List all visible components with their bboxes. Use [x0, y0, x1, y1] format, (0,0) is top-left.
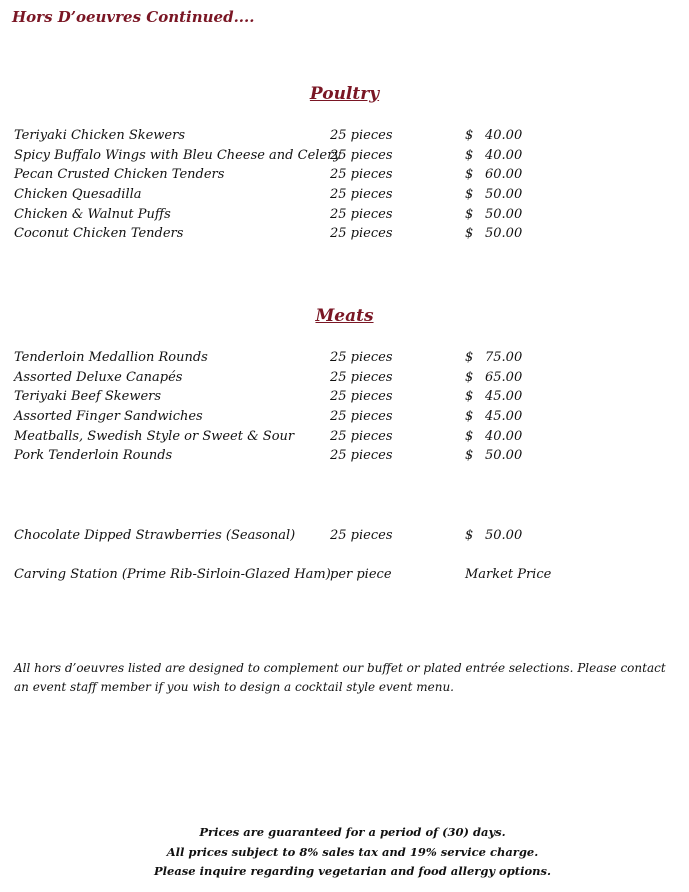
- menu-row: [14, 407, 674, 427]
- item-quantity: 25 pieces: [330, 428, 393, 444]
- item-quantity: 25 pieces: [330, 206, 393, 222]
- menu-row: [14, 165, 674, 185]
- price-value: 50.00: [485, 206, 523, 222]
- item-name: Assorted Finger Sandwiches: [14, 409, 203, 425]
- currency-symbol: $: [465, 448, 474, 464]
- item-name: Carving Station (Prime Rib-Sirloin-Glazed Ham): [14, 567, 331, 582]
- item-quantity: 25 pieces: [330, 369, 393, 385]
- currency-symbol: $: [465, 187, 474, 203]
- section-title-meats: Meats: [315, 306, 374, 326]
- currency-symbol: $: [465, 428, 474, 444]
- item-price: [465, 146, 522, 166]
- item-price: [465, 407, 522, 427]
- item-name: Chocolate Dipped Strawberries (Seasonal): [14, 528, 296, 543]
- menu-row: [14, 126, 674, 146]
- poultry-list: [14, 126, 674, 244]
- menu-row: [14, 348, 674, 368]
- price-value: 60.00: [485, 167, 523, 183]
- item-quantity: 25 pieces: [330, 528, 393, 543]
- menu-row: [14, 146, 674, 166]
- menu-row: [14, 205, 674, 225]
- item-price: [465, 427, 522, 447]
- price-value: 50.00: [485, 226, 523, 242]
- price-value: 75.00: [485, 350, 523, 365]
- item-quantity: 25 pieces: [330, 128, 393, 143]
- currency-symbol: $: [465, 147, 474, 163]
- price-value: 50.00: [485, 448, 523, 464]
- page-header: Hors D’oeuvres Continued....: [12, 8, 255, 26]
- item-name: Meatballs, Swedish Style or Sweet & Sour: [14, 428, 295, 444]
- menu-row: [14, 565, 674, 585]
- footer: [0, 823, 689, 882]
- footer-line: Please inquire regarding vegetarian and food allergy options.: [154, 864, 551, 878]
- item-price: [465, 446, 522, 466]
- item-price: [465, 526, 522, 546]
- menu-note: All hors d’oeuvres listed are designed to complement our buffet or plated entrée selections. Please contact an event staff member if you wish to design a cocktail style event menu.: [14, 661, 666, 694]
- menu-row: [14, 526, 674, 546]
- item-quantity: 25 pieces: [330, 226, 393, 242]
- currency-symbol: $: [465, 389, 474, 405]
- currency-symbol: $: [465, 350, 474, 365]
- menu-row: [14, 224, 674, 244]
- menu-row: [14, 368, 674, 388]
- item-price: [465, 348, 522, 368]
- footer-line: All prices subject to 8% sales tax and 19% service charge.: [166, 844, 539, 859]
- price-value: 45.00: [485, 389, 523, 405]
- price-value: 65.00: [485, 369, 523, 385]
- currency-symbol: $: [465, 409, 474, 425]
- item-name: Assorted Deluxe Canapés: [14, 369, 183, 385]
- price-value: Market Price: [465, 567, 552, 582]
- item-name: Teriyaki Beef Skewers: [14, 389, 162, 405]
- price-value: 45.00: [485, 409, 523, 425]
- item-price: [465, 387, 522, 407]
- item-price: [465, 185, 522, 205]
- currency-symbol: $: [465, 369, 474, 385]
- price-value: 40.00: [485, 147, 523, 163]
- price-value: 50.00: [485, 187, 523, 203]
- menu-row: [14, 387, 674, 407]
- menu-row: [14, 185, 674, 205]
- currency-symbol: $: [465, 206, 474, 222]
- item-name: Chicken Quesadilla: [14, 187, 142, 203]
- item-price: [465, 126, 522, 146]
- item-quantity: 25 pieces: [330, 147, 393, 163]
- item-price: [465, 224, 522, 244]
- item-name: Teriyaki Chicken Skewers: [14, 128, 186, 143]
- extras-list: [14, 526, 674, 546]
- item-name: Chicken & Walnut Puffs: [14, 206, 171, 222]
- menu-row: [14, 446, 674, 466]
- item-quantity: 25 pieces: [330, 448, 393, 464]
- item-quantity: 25 pieces: [330, 389, 393, 405]
- item-name: Pecan Crusted Chicken Tenders: [14, 167, 225, 183]
- item-quantity: 25 pieces: [330, 187, 393, 203]
- item-price: [465, 165, 522, 185]
- item-quantity: per piece: [330, 567, 392, 582]
- currency-symbol: $: [465, 167, 474, 183]
- carving-station-row-wrap: [14, 565, 674, 585]
- item-name: Coconut Chicken Tenders: [14, 226, 184, 242]
- item-name: Tenderloin Medallion Rounds: [14, 350, 208, 365]
- item-price: [465, 565, 551, 585]
- item-quantity: 25 pieces: [330, 350, 393, 365]
- item-price: [465, 205, 522, 225]
- item-name: Spicy Buffalo Wings with Bleu Cheese and Celery: [14, 147, 341, 163]
- currency-symbol: $: [465, 528, 474, 543]
- price-value: 40.00: [485, 428, 523, 444]
- item-quantity: 25 pieces: [330, 167, 393, 183]
- currency-symbol: $: [465, 128, 474, 143]
- price-value: 40.00: [485, 128, 523, 143]
- price-value: 50.00: [485, 528, 523, 543]
- item-quantity: 25 pieces: [330, 409, 393, 425]
- section-title-poultry: Poultry: [309, 84, 380, 104]
- item-price: [465, 368, 522, 388]
- menu-row: [14, 427, 674, 447]
- item-name: Pork Tenderloin Rounds: [14, 448, 173, 464]
- meats-list: [14, 348, 674, 466]
- currency-symbol: $: [465, 226, 474, 242]
- footer-line: Prices are guaranteed for a period of (30) days.: [199, 825, 506, 839]
